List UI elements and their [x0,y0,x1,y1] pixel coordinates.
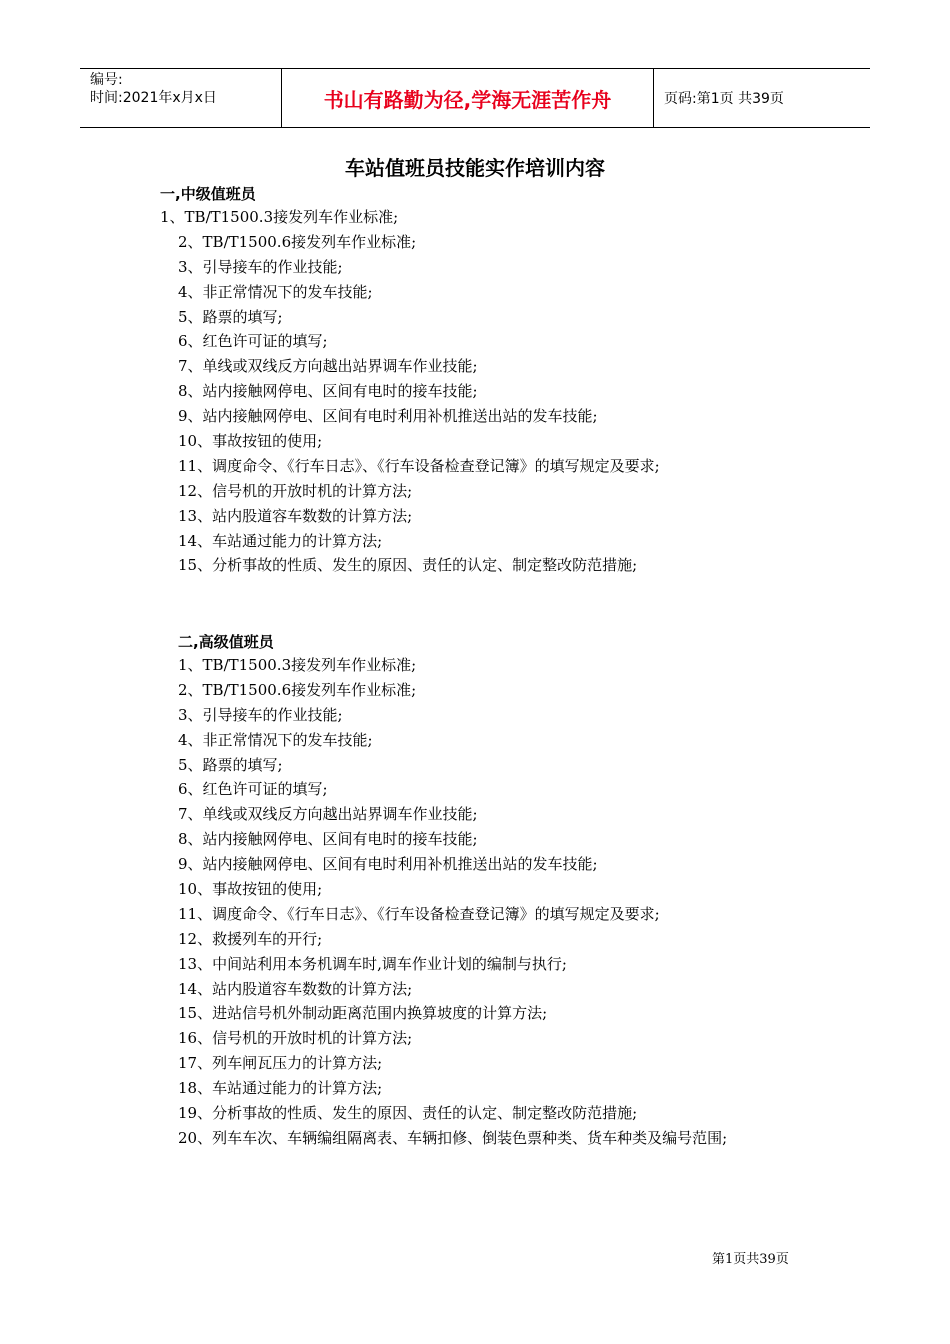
list-item: 10、事故按钮的使用; [178,880,323,899]
list-item: 2、TB/T1500.6接发列车作业标准; [178,232,417,251]
document-title: 车站值班员技能实作培训内容 [345,156,605,180]
doc-number-label: 编号: [90,72,123,88]
list-item: 7、单线或双线反方向越出站界调车作业技能; [178,357,478,376]
list-item: 9、站内接触网停电、区间有电时利用补机推送出站的发车技能; [178,407,598,426]
list-item: 5、路票的填写; [178,307,283,326]
list-item: 12、信号机的开放时机的计算方法; [178,481,413,500]
list-item: 13、中间站利用本务机调车时,调车作业计划的编制与执行; [178,954,567,973]
list-item: 7、单线或双线反方向越出站界调车作业技能; [178,805,478,824]
list-item: 14、站内股道容车数数的计算方法; [178,979,413,998]
list-item: 19、分析事故的性质、发生的原因、责任的认定、制定整改防范措施; [178,1104,638,1123]
header-motto: 书山有路勤为径,学海无涯苦作舟 [282,69,654,127]
list-item: 6、红色许可证的填写; [178,780,328,799]
section-heading-intermediate: 一,中级值班员 [160,185,256,203]
list-item: 6、红色许可证的填写; [178,332,328,351]
intermediate-skill-list [160,205,660,578]
list-item: 8、站内接触网停电、区间有电时的接车技能; [178,830,478,849]
list-item: 3、引导接车的作业技能; [178,257,343,276]
list-item: 15、分析事故的性质、发生的原因、责任的认定、制定整改防范措施; [178,556,638,575]
list-item: 4、非正常情况下的发车技能; [178,730,373,749]
list-item: 4、非正常情况下的发车技能; [178,282,373,301]
list-item: 12、救援列车的开行; [178,929,323,948]
header-page-info: 页码:第1页 共39页 [664,91,784,107]
list-item: 16、信号机的开放时机的计算方法; [178,1029,413,1048]
list-item: 1、TB/T1500.3接发列车作业标准; [160,208,399,226]
list-item: 17、列车闸瓦压力的计算方法; [178,1054,383,1073]
page-header [80,68,870,128]
list-item: 9、站内接触网停电、区间有电时利用补机推送出站的发车技能; [178,855,598,874]
list-item: 11、调度命令、《行车日志》、《行车设备检查登记簿》的填写规定及要求; [178,904,660,923]
list-item: 20、列车车次、车辆编组隔离表、车辆扣修、倒装色票种类、货车种类及编号范围; [178,1128,728,1147]
list-item: 15、进站信号机外制动距离范围内换算坡度的计算方法; [178,1004,548,1023]
list-item: 10、事故按钮的使用; [178,432,323,451]
header-meta [80,69,282,127]
list-item: 5、路票的填写; [178,755,283,774]
list-item: 14、车站通过能力的计算方法; [178,531,383,550]
list-item: 2、TB/T1500.6接发列车作业标准; [178,680,417,699]
list-item: 18、车站通过能力的计算方法; [178,1079,383,1098]
list-item: 8、站内接触网停电、区间有电时的接车技能; [178,382,478,401]
doc-time-label: 时间:2021年x月x日 [90,90,217,106]
page-footer: 第1页共39页 [712,1252,789,1267]
section-heading-advanced: 二,高级值班员 [178,633,274,651]
list-item: 1、TB/T1500.3接发列车作业标准; [178,656,417,674]
list-item: 11、调度命令、《行车日志》、《行车设备检查登记簿》的填写规定及要求; [178,456,660,475]
list-item: 3、引导接车的作业技能; [178,705,343,724]
list-item: 13、站内股道容车数数的计算方法; [178,506,413,525]
advanced-skill-list [178,653,727,1151]
